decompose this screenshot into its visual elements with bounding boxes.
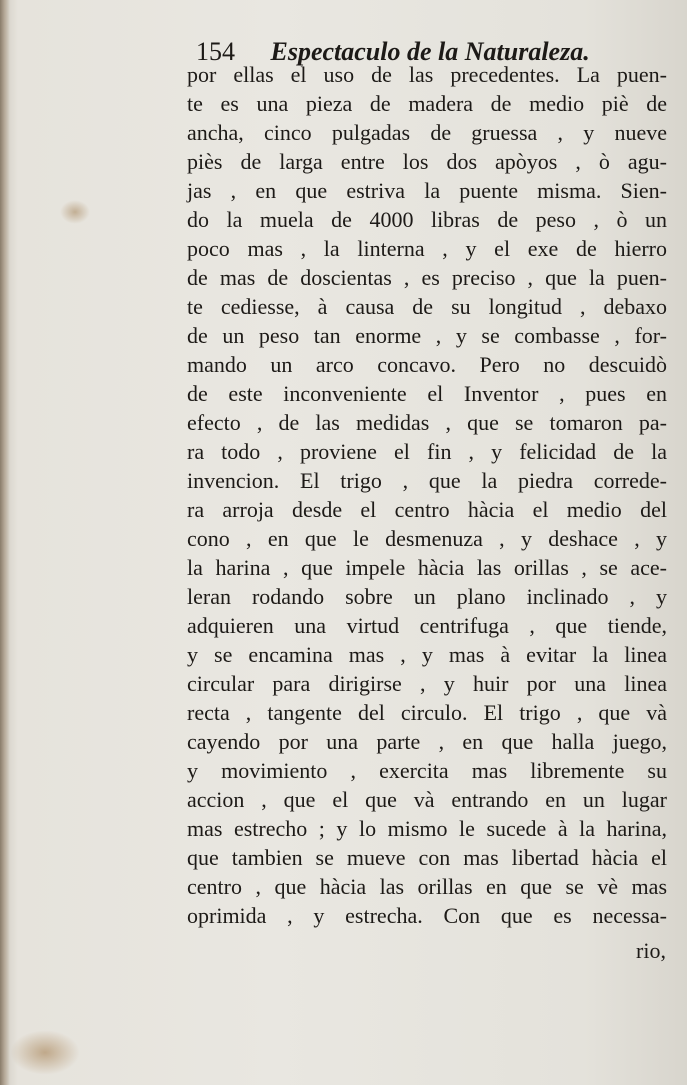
text-line: ancha, cinco pulgadas de gruessa , y nueve (187, 120, 667, 145)
text-line: accion , que el que và entrando en un lugar (187, 787, 667, 812)
text-line: de este inconveniente el Inventor , pues en (187, 381, 667, 406)
text-line: te es una pieza de madera de medio piè de (187, 91, 667, 116)
text-line: ra todo , proviene el fin , y felicidad de la (187, 439, 667, 464)
text-line: y se encamina mas , y mas à evitar la linea (187, 642, 667, 667)
text-line: por ellas el uso de las precedentes. La puen- (187, 62, 667, 87)
text-line: poco mas , la linterna , y el exe de hierro (187, 236, 667, 261)
text-line: cayendo por una parte , en que halla juego, (187, 729, 667, 754)
text-line: centro , que hàcia las orillas en que se vè mas (187, 874, 667, 899)
text-line: oprimida , y estrecha. Con que es necessa- (187, 903, 667, 928)
text-line: jas , en que estriva la puente misma. Sien- (187, 178, 667, 203)
paper-stain (60, 200, 90, 224)
text-line: y movimiento , exercita mas libremente su (187, 758, 667, 783)
paper-stain (10, 1030, 80, 1075)
text-line: efecto , de las medidas , que se tomaron pa- (187, 410, 667, 435)
text-line: ra arroja desde el centro hàcia el medio del (187, 497, 667, 522)
text-line: mando un arco concavo. Pero no descuidò (187, 352, 667, 377)
text-line: adquieren una virtud centrifuga , que tiende, (187, 613, 667, 638)
running-title: Espectaculo de la Naturaleza. (270, 37, 590, 66)
text-line: recta , tangente del circulo. El trigo , que và (187, 700, 667, 725)
text-line: de mas de doscientas , es preciso , que la puen- (187, 265, 667, 290)
text-line: leran rodando sobre un plano inclinado , y (187, 584, 667, 609)
binding-gutter (0, 0, 10, 1085)
text-line: cono , en que le desmenuza , y deshace , y (187, 526, 667, 551)
text-line: invencion. El trigo , que la piedra correde- (187, 468, 667, 493)
text-line: do la muela de 4000 libras de peso , ò un (187, 207, 667, 232)
text-line: la harina , que impele hàcia las orillas , se ace- (187, 555, 667, 580)
body-text (187, 60, 667, 930)
text-line: mas estrecho ; y lo mismo le sucede à la harina, (187, 816, 667, 841)
text-line: de un peso tan enorme , y se combasse , for- (187, 323, 667, 348)
text-line: circular para dirigirse , y huir por una linea (187, 671, 667, 696)
catchword: rio, (636, 938, 666, 963)
page-number: 154 (196, 37, 235, 66)
text-line: te cediesse, à causa de su longitud , debaxo (187, 294, 667, 319)
text-line: que tambien se mueve con mas libertad hàcia el (187, 845, 667, 870)
text-line: piès de larga entre los dos apòyos , ò agu- (187, 149, 667, 174)
